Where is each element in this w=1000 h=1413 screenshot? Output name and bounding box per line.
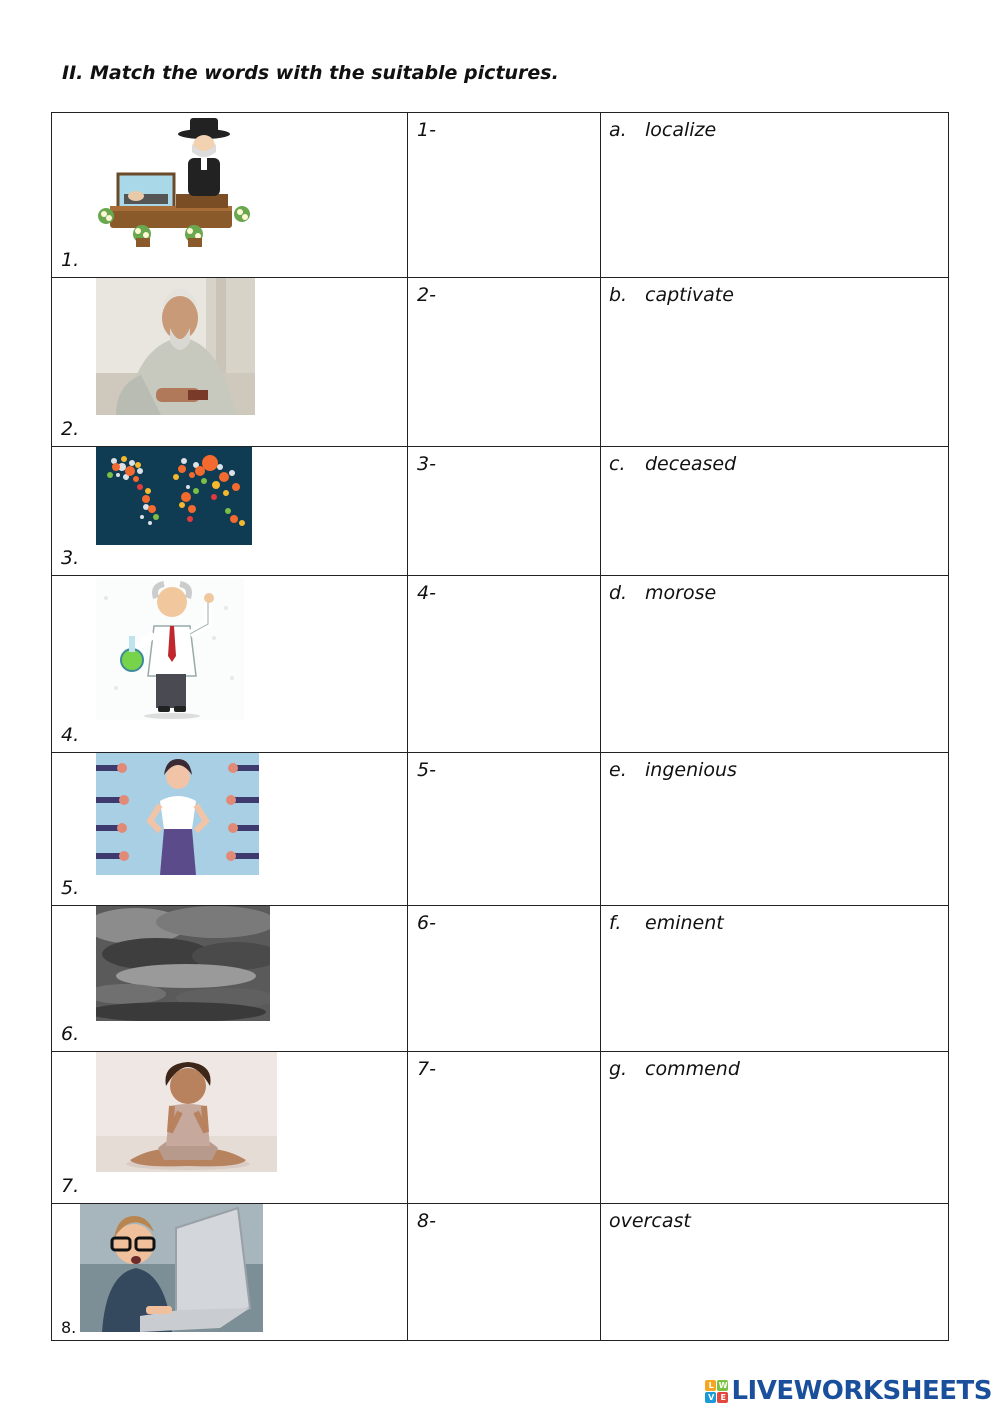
option-letter: b. <box>609 284 628 306</box>
option-word: overcast <box>609 1210 691 1232</box>
picture-number: 5. <box>61 877 80 899</box>
answer-cell[interactable] <box>408 1204 601 1341</box>
option-letter: d. <box>609 582 628 604</box>
table-row <box>52 1052 949 1204</box>
brand-grid-icon: L W V E <box>705 1380 728 1403</box>
word-option <box>609 284 734 306</box>
option-letter: a. <box>609 119 627 141</box>
word-cell <box>601 576 949 753</box>
picture-cell <box>52 113 408 278</box>
picture-number: 8. <box>61 1318 77 1337</box>
answer-label: 2- <box>417 284 436 306</box>
picture-cell <box>52 278 408 447</box>
option-word: ingenious <box>645 759 737 781</box>
picture-cell <box>52 576 408 753</box>
word-cell <box>601 278 949 447</box>
picture-number: 6. <box>61 1023 80 1045</box>
option-letter: c. <box>609 453 626 475</box>
word-option <box>609 119 716 141</box>
picture-number: 1. <box>61 249 80 271</box>
option-word: deceased <box>645 453 737 475</box>
word-option <box>609 1210 691 1232</box>
picture-number: 7. <box>61 1175 80 1197</box>
table-row <box>52 906 949 1052</box>
option-word: commend <box>645 1058 740 1080</box>
picture-number: 3. <box>61 547 80 569</box>
word-cell <box>601 753 949 906</box>
liveworksheets-logo <box>705 1376 992 1406</box>
option-word: localize <box>645 119 717 141</box>
answer-label: 3- <box>417 453 436 475</box>
brand-name: LIVEWORKSHEETS <box>731 1376 992 1406</box>
word-cell <box>601 113 949 278</box>
elderly-man-icon <box>96 278 255 415</box>
option-word: morose <box>645 582 717 604</box>
picture-cell <box>52 1052 408 1204</box>
table-row <box>52 576 949 753</box>
funeral-icon <box>96 114 251 249</box>
option-letter: f. <box>609 912 622 934</box>
answer-cell[interactable] <box>408 447 601 576</box>
answer-cell[interactable] <box>408 278 601 447</box>
word-option <box>609 1058 740 1080</box>
word-cell <box>601 1052 949 1204</box>
word-option <box>609 582 716 604</box>
option-word: eminent <box>645 912 724 934</box>
sad-girl-icon <box>96 1052 277 1172</box>
worksheet-heading: II. Match the words with the suitable pictures. <box>62 62 559 84</box>
world-map-icon <box>96 447 252 545</box>
table-row <box>52 447 949 576</box>
thumbs-up-woman-icon <box>96 753 259 875</box>
answer-label: 4- <box>417 582 436 604</box>
answer-cell[interactable] <box>408 113 601 278</box>
word-cell <box>601 906 949 1052</box>
word-cell <box>601 1204 949 1341</box>
picture-cell <box>52 906 408 1052</box>
picture-cell <box>52 447 408 576</box>
option-letter: g. <box>609 1058 628 1080</box>
word-option <box>609 759 737 781</box>
picture-cell <box>52 753 408 906</box>
answer-cell[interactable] <box>408 906 601 1052</box>
answer-label: 6- <box>417 912 436 934</box>
scientist-icon <box>96 578 244 720</box>
picture-number: 2. <box>61 418 80 440</box>
answer-label: 8- <box>417 1210 436 1232</box>
answer-cell[interactable] <box>408 576 601 753</box>
option-letter: e. <box>609 759 627 781</box>
amazed-boy-laptop-icon <box>80 1204 263 1332</box>
table-row <box>52 278 949 447</box>
answer-cell[interactable] <box>408 1052 601 1204</box>
table-row <box>52 1204 949 1341</box>
word-option <box>609 912 724 934</box>
option-word: captivate <box>645 284 734 306</box>
table-row <box>52 113 949 278</box>
answer-label: 5- <box>417 759 436 781</box>
table-row <box>52 753 949 906</box>
picture-number: 4. <box>61 724 80 746</box>
word-cell <box>601 447 949 576</box>
storm-clouds-icon <box>96 906 270 1021</box>
answer-label: 7- <box>417 1058 436 1080</box>
word-option <box>609 453 736 475</box>
answer-cell[interactable] <box>408 753 601 906</box>
answer-label: 1- <box>417 119 436 141</box>
matching-table <box>51 112 949 1341</box>
picture-cell <box>52 1204 408 1341</box>
